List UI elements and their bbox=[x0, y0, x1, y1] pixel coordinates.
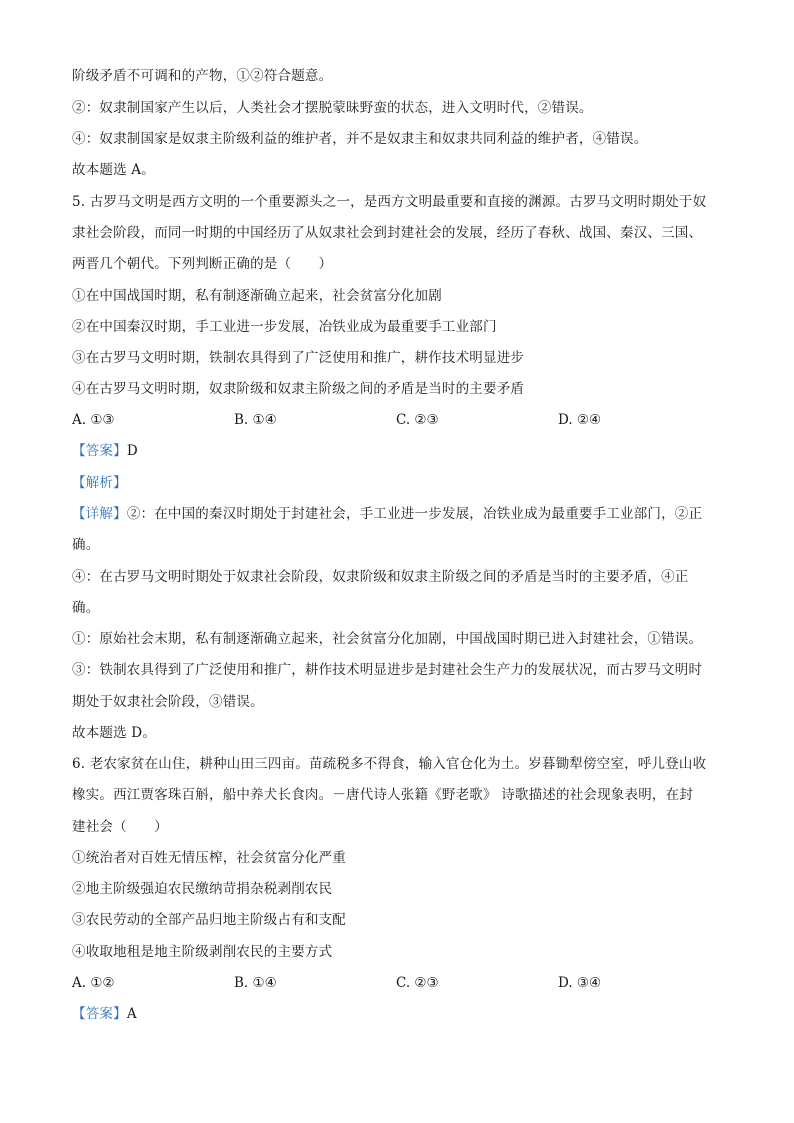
text-line: ④：奴隶制国家是奴隶主阶级利益的维护者，并不是奴隶主和奴隶共同利益的维护者，④错误。 bbox=[72, 131, 648, 147]
question-5-stem: 隶社会阶段，而同一时期的中国经历了从奴隶社会到封建社会的发展，经历了春秋、战国、秦汉、三国、 bbox=[72, 225, 703, 241]
text-line: 阶级矛盾不可调和的产物，①②符合题意。 bbox=[72, 68, 333, 84]
question-5-statement: ①在中国战国时期，私有制逐渐确立起来，社会贫富分化加剧 bbox=[72, 288, 442, 304]
text-line: 故本题选 A。 bbox=[72, 162, 155, 178]
question-6-stem: 橡实。西江贾客珠百斛，船中养犬长食肉。－唐代诗人张籍《野老歌》 诗歌描述的社会现象表明，在封 bbox=[72, 787, 693, 803]
question-6-statement: ③农民劳动的全部产品归地主阶级占有和支配 bbox=[72, 912, 346, 928]
option-c: C. ②③ bbox=[396, 975, 439, 991]
detail-tag: 【详解】 bbox=[72, 506, 127, 522]
option-a: A. ①③ bbox=[72, 412, 115, 428]
question-5-stem: 5. 古罗马文明是西方文明的一个重要源头之一，是西方文明最重要和直接的渊源。古罗马文明时期处于奴 bbox=[72, 194, 707, 210]
answer-value: D bbox=[126, 443, 138, 459]
option-d: D. ②④ bbox=[558, 412, 602, 428]
option-c: C. ②③ bbox=[396, 412, 439, 428]
option-a: A. ①② bbox=[72, 975, 115, 991]
option-d: D. ③④ bbox=[558, 975, 602, 991]
option-b: B. ①④ bbox=[234, 412, 277, 428]
option-b: B. ①④ bbox=[234, 975, 277, 991]
text-line: ①：原始社会末期，私有制逐渐确立起来，社会贫富分化加剧，中国战国时期已进入封建社会，①错误。 bbox=[72, 631, 703, 647]
text-line: 确。 bbox=[72, 600, 100, 616]
question-6-stem: 6. 老农家贫在山住，耕种山田三四亩。苗疏税多不得食，输入官仓化为土。岁暮锄犁傍空室，呼儿登山收 bbox=[72, 756, 707, 772]
text-line: ③：铁制农具得到了广泛使用和推广，耕作技术明显进步是封建社会生产力的发展状况，而古罗马文明时 bbox=[72, 662, 703, 678]
question-5-detail bbox=[72, 504, 702, 524]
question-6-statement: ④收取地租是地主阶级剥削农民的主要方式 bbox=[72, 944, 333, 960]
question-5-statement: ②在中国秦汉时期，手工业进一步发展，冶铁业成为最重要手工业部门 bbox=[72, 319, 497, 335]
answer-tag: 【答案】 bbox=[72, 443, 127, 459]
answer-value: A bbox=[126, 1006, 137, 1022]
question-5-statement: ③在古罗马文明时期，铁制农具得到了广泛使用和推广，耕作技术明显进步 bbox=[72, 350, 525, 366]
text-line: 故本题选 D。 bbox=[72, 725, 157, 741]
question-5-stem: 两晋几个朝代。下列判断正确的是（ ） bbox=[72, 256, 333, 272]
analysis-tag: 【解析】 bbox=[72, 475, 127, 491]
text-line: ②：奴隶制国家产生以后，人类社会才摆脱蒙昧野蛮的状态，进入文明时代，②错误。 bbox=[72, 100, 593, 116]
text-line: 期处于奴隶社会阶段，③错误。 bbox=[72, 694, 264, 710]
question-6-statement: ②地主阶级强迫农民缴纳苛捐杂税剥削农民 bbox=[72, 881, 333, 897]
question-5-statement: ④在古罗马文明时期，奴隶阶级和奴隶主阶级之间的矛盾是当时的主要矛盾 bbox=[72, 381, 525, 397]
question-6-stem: 建社会（ ） bbox=[72, 819, 168, 835]
detail-text: ②：在中国的秦汉时期处于封建社会，手工业进一步发展，冶铁业成为最重要手工业部门，②正 bbox=[126, 506, 703, 522]
question-6-statement: ①统治者对百姓无情压榨，社会贫富分化严重 bbox=[72, 850, 346, 866]
text-line: 确。 bbox=[72, 537, 100, 553]
question-6-answer bbox=[72, 1004, 137, 1024]
question-5-answer bbox=[72, 441, 138, 461]
answer-tag: 【答案】 bbox=[72, 1006, 127, 1022]
text-line: ④：在古罗马文明时期处于奴隶社会阶段，奴隶阶级和奴隶主阶级之间的矛盾是当时的主要矛盾，④正 bbox=[72, 569, 689, 585]
